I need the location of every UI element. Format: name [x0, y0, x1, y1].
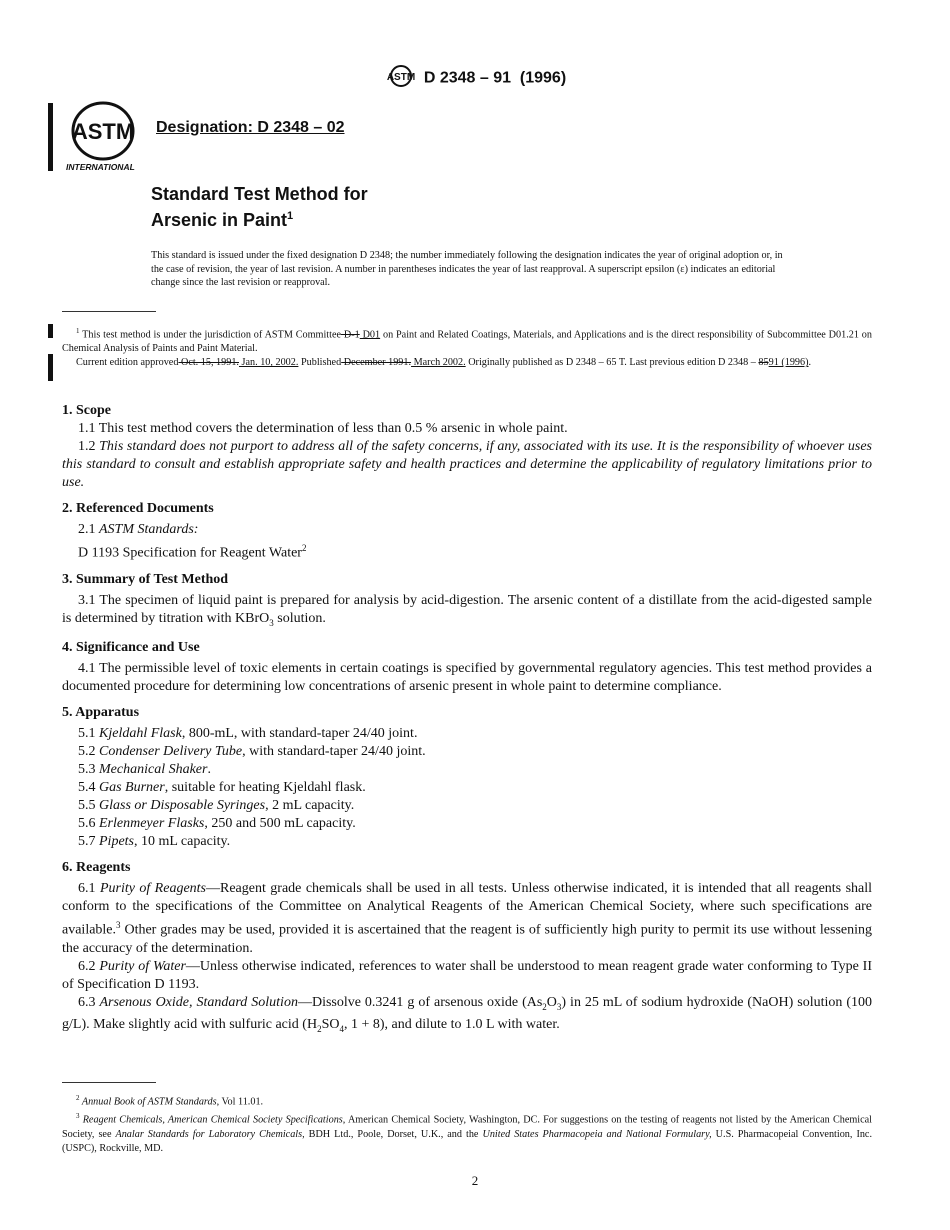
list-item: 5.6 Erlenmeyer Flasks, 250 and 500 mL capacity.	[78, 816, 356, 832]
paragraph: 6.2 Purity of Water—Unless otherwise indicated, references to water shall be understood to mean reagent grade water conforming to Type II of Specification D 1193.	[62, 959, 872, 993]
designation: Designation: D 2348 – 02	[156, 119, 345, 136]
page-number: 2	[471, 1173, 479, 1188]
logo-caption: INTERNATIONAL	[66, 162, 135, 172]
document-title	[151, 183, 368, 231]
title-line-2: Arsenic in Paint$^1$	[151, 210, 294, 230]
section-apparatus	[62, 704, 872, 851]
list-item: 5.4 Gas Burner, suitable for heating Kjeldahl flask.	[78, 780, 366, 796]
footnote-3: $^3$ Reagent Chemicals, American Chemical Society Specifications, American Chemical Society, Washington, DC. For suggestions on the testing of reagents not listed by the American Chemical Society, see Analar Standards for Laboratory Chemicals, BDH Ltd., Poole, Dorset, U.K., and the United States Pharmacopeia and National Formulary, U.S. Pharmacopeial Convention, Inc. (USPC), Rockville, MD.	[62, 1112, 872, 1154]
section-heading: 1. Scope	[62, 403, 111, 418]
astm-international-logo	[62, 101, 144, 178]
section-reagents	[62, 859, 872, 1037]
list-item: 5.2 Condenser Delivery Tube, with standard-taper 24/40 joint.	[78, 744, 426, 760]
previous-designation: D 2348 – 91	[423, 69, 512, 87]
list-item: 5.1 Kjeldahl Flask, 800-mL, with standard-taper 24/40 joint.	[78, 726, 418, 742]
paragraph: 1.1 This test method covers the determination of less than 0.5 % arsenic in whole paint.	[78, 421, 568, 436]
document-body	[62, 402, 872, 1038]
footnote-2: $^2$ Annual Book of ASTM Standards, Vol 11.01.	[76, 1094, 264, 1108]
section-heading: 3. Summary of Test Method	[62, 571, 229, 587]
section-referenced-documents	[62, 500, 872, 563]
list-item: 5.3 Mechanical Shaker.	[78, 762, 211, 778]
page-header	[0, 64, 950, 93]
footnote-rule	[62, 311, 156, 312]
section-heading: 6. Reagents	[62, 860, 131, 876]
footnote-1: $^1$ This test method is under the jurisdiction of ASTM Committee D-1 D01 on Paint and Related Coatings, Materials, and Applications and is the direct responsibility of Subcommittee D01.21 on Chemical Analysis of Paints and Paint Material. Current edition approved Oct. 15, 1991. Jan. 10, 2002. Published December 1991. March 2002. Originally published as D 2348 – 65 T. Last previous edition D 2348 – 8591 (1996).	[62, 327, 872, 369]
section-heading: 2. Referenced Documents	[62, 501, 214, 516]
paragraph: 6.1 Purity of Reagents—Reagent grade chemicals shall be used in all tests. Unless otherwise indicated, it is intended that all reagents shall conform to the specifications of the Committee on Analytical Reagents of the American Chemical Society, where such specifications are available.$^3$ Other grades may be used, provided it is ascertained that the reagent is of sufficiently high purity to permit its use without lessening the accuracy of the determination.	[62, 881, 873, 957]
section-significance	[62, 639, 872, 696]
svg-text:ASTM: ASTM	[71, 119, 135, 144]
paragraph: 3.1 The specimen of liquid paint is prepared for analysis by acid-digestion. The arsenic content of a distillate from the acid-digested sample is determined by titration with KBrO$_3$ solution.	[62, 592, 872, 628]
svg-text:ASTM: ASTM	[386, 72, 415, 83]
section-heading: 5. Apparatus	[62, 705, 140, 721]
astm-small-logo-icon	[384, 64, 418, 93]
paragraph: 4.1 The permissible level of toxic elements in certain coatings is specified by governmental regulatory agencies. This test method provides a documented procedure for determining low concentrations of arsenic present in whole paint to determine compliance.	[62, 661, 872, 695]
previous-year: (1996)	[519, 69, 567, 87]
change-bar	[48, 354, 53, 381]
paragraph: 2.1 ASTM Standards:	[78, 522, 199, 537]
issued-note: This standard is issued under the fixed designation D 2348; the number immediately following the designation indicates the year of original adoption or, in the case of revision, the year of last revision. A number in parentheses indicates the year of last reapproval. A superscript epsilon (ε) indicates an editorial change since the last revision or reapproval.	[151, 250, 783, 289]
paragraph: D 1193 Specification for Reagent Water$^2$	[78, 543, 307, 561]
change-bar	[48, 103, 53, 171]
paragraph: 1.2 This standard does not purport to address all of the safety concerns, if any, associated with its use. It is the responsibility of whoever uses this standard to consult and establish appropriate safety and health practices and determine the applicability of regulatory limitations prior to use.	[62, 439, 873, 490]
footnote-rule	[62, 1082, 156, 1083]
section-summary	[62, 571, 872, 632]
footnotes-bottom	[62, 1091, 872, 1156]
section-scope	[62, 402, 872, 492]
change-bar	[48, 324, 53, 338]
list-item: 5.5 Glass or Disposable Syringes, 2 mL capacity.	[78, 798, 355, 814]
title-line-1: Standard Test Method for	[151, 184, 368, 204]
list-item: 5.7 Pipets, 10 mL capacity.	[78, 834, 231, 850]
paragraph: 6.3 Arsenous Oxide, Standard Solution—Dissolve 0.3241 g of arsenous oxide $(As_2O_3)$ in 25 mL of sodium hydroxide (NaOH) solution (100 g/L). Make slightly acid with sulfuric acid ($H_2SO_4$, 1 + 8), and dilute to 1.0 L with water.	[62, 995, 872, 1034]
section-heading: 4. Significance and Use	[62, 640, 200, 656]
